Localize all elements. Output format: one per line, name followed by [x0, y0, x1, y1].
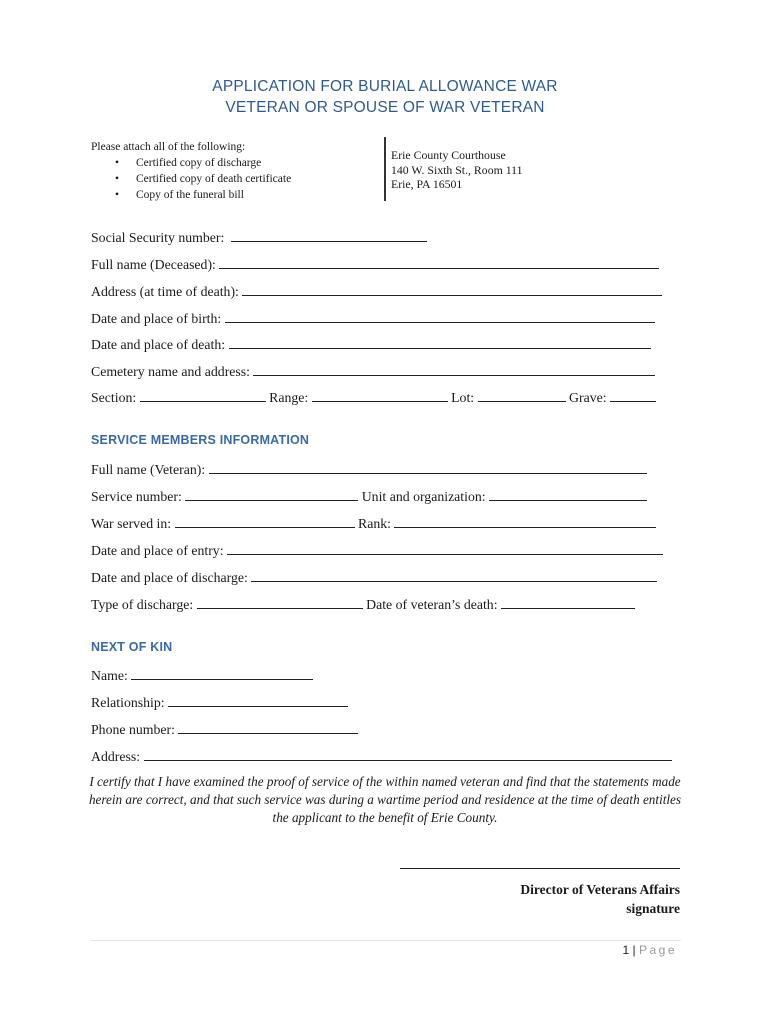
relationship-row — [91, 693, 348, 712]
birth-row — [91, 309, 655, 328]
discharge-type-label: Type of discharge: — [91, 597, 194, 612]
death-address-field[interactable] — [242, 282, 662, 296]
signature-line[interactable] — [400, 868, 680, 869]
deceased-name-label: Full name (Deceased): — [91, 257, 216, 272]
discharge-row — [91, 568, 657, 587]
lot-label: Lot: — [451, 390, 475, 405]
birth-label: Date and place of birth: — [91, 311, 222, 326]
title-line-1: APPLICATION FOR BURIAL ALLOWANCE WAR — [212, 78, 558, 95]
kin-name-row — [91, 666, 313, 685]
death-address-row — [91, 282, 662, 301]
war-row — [91, 514, 656, 533]
section-label: Section: — [91, 390, 137, 405]
rank-field[interactable] — [394, 514, 656, 528]
attachment-item: • Copy of the funeral bill — [136, 187, 291, 203]
ssn-label: Social Security number: — [91, 230, 225, 245]
cemetery-row — [91, 362, 655, 381]
veteran-name-field[interactable] — [209, 460, 647, 474]
kin-name-label: Name: — [91, 668, 128, 683]
service-number-field[interactable] — [185, 487, 358, 501]
discharge-field[interactable] — [251, 568, 657, 582]
birth-field[interactable] — [225, 309, 655, 323]
cemetery-field[interactable] — [253, 362, 655, 376]
death-row — [91, 335, 651, 354]
kin-address-label: Address: — [91, 749, 141, 764]
next-of-kin-heading: NEXT OF KIN — [91, 640, 173, 654]
grave-field[interactable] — [610, 388, 656, 402]
footer-rule — [91, 940, 681, 941]
page-number: 1 — [622, 943, 630, 957]
page-separator: | — [632, 943, 636, 957]
page-footer — [622, 943, 677, 957]
address-line-3: Erie, PA 16501 — [391, 177, 463, 192]
veteran-name-label: Full name (Veteran): — [91, 462, 206, 477]
unit-field[interactable] — [489, 487, 647, 501]
signature-label: signature — [626, 901, 680, 916]
death-address-label: Address (at time of death): — [91, 284, 239, 299]
attachment-item: • Certified copy of death certificate — [136, 171, 291, 187]
plot-row — [91, 388, 656, 407]
relationship-field[interactable] — [168, 693, 348, 707]
death-field[interactable] — [229, 335, 651, 349]
veteran-death-label: Date of veteran’s death: — [366, 597, 498, 612]
service-number-label: Service number: — [91, 489, 182, 504]
war-label: War served in: — [91, 516, 172, 531]
veteran-name-row — [91, 460, 647, 479]
deceased-name-field[interactable] — [219, 255, 659, 269]
entry-row — [91, 541, 663, 560]
address-line-2: 140 W. Sixth St., Room 111 — [391, 162, 523, 177]
phone-label: Phone number: — [91, 722, 175, 737]
ssn-field[interactable] — [231, 228, 427, 242]
range-label: Range: — [269, 390, 309, 405]
service-heading: SERVICE MEMBERS INFORMATION — [91, 433, 310, 447]
attachment-intro: Please attach all of the following: — [91, 141, 246, 153]
discharge-type-row — [91, 595, 635, 614]
entry-field[interactable] — [227, 541, 663, 555]
attachment-instructions — [91, 139, 291, 203]
lot-field[interactable] — [478, 388, 566, 402]
certification-statement: I certify that I have examined the proof of service of the within named veteran and find that the statements made herein are correct, and that such service was during a wartime period and residence at the time of death entitles the applicant to the benefit of Erie County. — [88, 774, 682, 825]
address-line-1: Erie County Courthouse — [391, 148, 506, 162]
attachment-item: • Certified copy of discharge — [136, 155, 291, 171]
form-title — [0, 76, 770, 118]
relationship-label: Relationship: — [91, 695, 165, 710]
kin-name-field[interactable] — [131, 666, 313, 680]
page-label: Page — [638, 943, 677, 957]
phone-row — [91, 720, 358, 739]
grave-label: Grave: — [569, 390, 607, 405]
discharge-type-field[interactable] — [197, 595, 363, 609]
kin-address-row — [91, 747, 672, 766]
signature-title: Director of Veterans Affairs — [520, 882, 680, 897]
unit-label: Unit and organization: — [361, 489, 486, 504]
signature-caption — [520, 880, 680, 918]
section-field[interactable] — [140, 388, 266, 402]
office-address — [391, 148, 523, 192]
discharge-label: Date and place of discharge: — [91, 570, 248, 585]
war-field[interactable] — [175, 514, 355, 528]
deceased-name-row — [91, 255, 659, 274]
ssn-row — [91, 228, 427, 247]
phone-field[interactable] — [178, 720, 358, 734]
attachment-list — [91, 155, 291, 203]
cemetery-label: Cemetery name and address: — [91, 364, 250, 379]
rank-label: Rank: — [358, 516, 391, 531]
vertical-divider — [384, 137, 386, 201]
title-line-2: VETERAN OR SPOUSE OF WAR VETERAN — [225, 99, 545, 116]
entry-label: Date and place of entry: — [91, 543, 224, 558]
death-label: Date and place of death: — [91, 337, 226, 352]
range-field[interactable] — [312, 388, 448, 402]
service-number-row — [91, 487, 647, 506]
kin-address-field[interactable] — [144, 747, 672, 761]
veteran-death-field[interactable] — [501, 595, 635, 609]
